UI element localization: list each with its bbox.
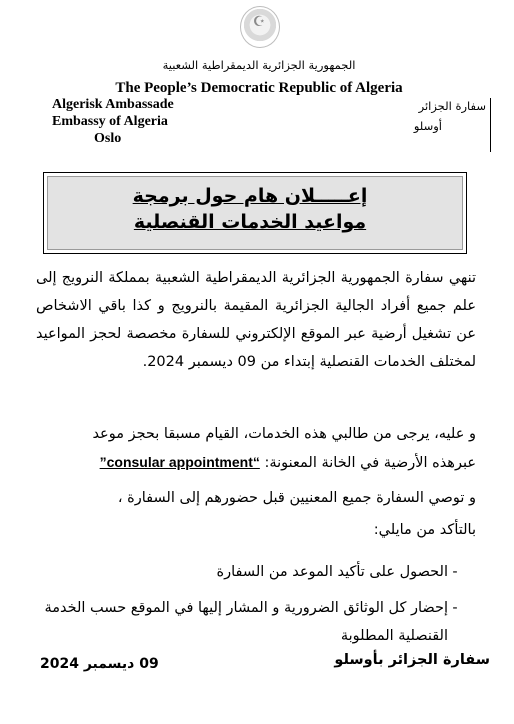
embassy-address-latin	[52, 96, 222, 147]
city-name-arabic: أوسلو	[413, 119, 442, 133]
bullet-item-2: إحضار كل الوثائق الضرورية و المشار إليها في الموقع حسب الخدمة القنصلية المطلوبة	[44, 600, 448, 644]
republic-title-arabic: الجمهورية الجزائرية الديمقراطية الشعبية	[162, 58, 356, 72]
embassy-name-arabic: سفارة الجزائر	[418, 99, 486, 113]
city-name-english: Oslo	[94, 131, 122, 146]
document-date: 09 ديسمبر 2024	[40, 656, 159, 672]
embassy-name-norwegian: Algerisk Ambassade	[52, 97, 174, 112]
consular-appointment-label: ”consular appointment“	[99, 454, 260, 470]
body-paragraph-1: تنهي سفارة الجمهورية الجزائرية الديمقراطية الشعبية بمملكة النرويج إلى علم جميع أفراد الجالية الجزائرية المقيمة بالنرويج و كذا باقي الاشخاص عن تشغيل أرضية عبر الموقع الإلكتروني للسفارة مخصصة لحجز المواعيد لمختلف الخدمات القنصلية إبتداء من 09 ديسمبر 2024.	[36, 270, 476, 370]
republic-title-english: The People’s Democratic Republic of Algeria	[115, 80, 403, 96]
bullet-dash: -	[452, 564, 458, 580]
body-paragraph-3-line2: بالتأكد من مايلي:	[373, 522, 476, 538]
signature: سفارة الجزائر بأوسلو	[334, 652, 490, 668]
star-crescent-icon: ☪	[252, 14, 266, 30]
embassy-name-english: Embassy of Algeria	[52, 114, 168, 129]
bullet-item-1: الحصول على تأكيد الموعد من السفارة	[216, 564, 448, 580]
embassy-address-arabic	[350, 96, 486, 136]
bullet-dash: -	[452, 600, 458, 616]
announcement-title-line2: مواعيد الخدمات القنصلية	[133, 211, 367, 233]
body-paragraph-3-line1: و توصي السفارة جميع المعنيين قبل حضورهم إلى السفارة ،	[117, 490, 476, 506]
header-divider	[490, 98, 491, 152]
body-paragraph-2-line1: و عليه، يرجى من طالبي هذه الخدمات، القيام مسبقا بحجز موعد	[92, 426, 476, 442]
body-paragraph-2-line2: عبرهذه الأرضية في الخانة المعنونة: ”consular appointment“	[99, 454, 476, 471]
announcement-title-line1: إعـــــلان هام حول برمجة	[132, 185, 368, 207]
